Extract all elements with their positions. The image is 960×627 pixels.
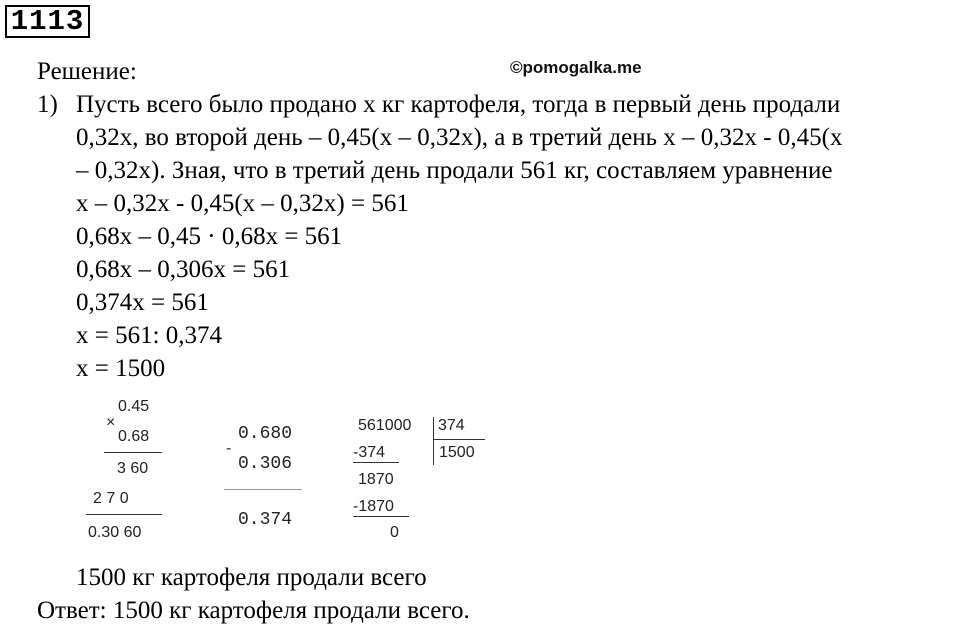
division-step-2: -1870 (353, 498, 394, 515)
subtraction-line (224, 489, 302, 490)
partial-product-1: 3 60 (117, 460, 149, 477)
conclusion: 1500 кг картофеля продали всего (76, 564, 427, 591)
division-bar-vertical (433, 417, 434, 465)
equation-6: х = 1500 (76, 355, 166, 382)
paragraph-line-3: – 0,32х). Зная, что в третий день продали 561 кг, составляем уравнение (76, 157, 833, 184)
division-bar-horizontal (433, 439, 485, 440)
equation-2: 0,68х – 0,45 · 0,68х = 561 (76, 223, 343, 250)
minuend: 0.680 (238, 424, 293, 444)
division-remainder-2: 0 (390, 524, 399, 541)
multiply-sign: × (106, 414, 116, 431)
quotient: 1500 (439, 444, 475, 461)
equation-1: х – 0,32х - 0,45(х – 0,32х) = 561 (76, 190, 409, 217)
dividend: 561000 (358, 417, 412, 434)
task-number: 1113 (5, 5, 90, 38)
partial-product-2: 2 7 0 (93, 490, 129, 507)
division-step-1: -374 (353, 444, 386, 461)
division-remainder-1: 1870 (358, 471, 394, 488)
division-step-1-line (353, 462, 399, 463)
paragraph-line-2: 0,32х, во второй день – 0,45(х – 0,32х), а в третий день х – 0,32х - 0,45(х (76, 124, 843, 151)
subtraction-result: 0.374 (238, 510, 293, 530)
multiply-line-1 (104, 452, 162, 453)
factor-1: 0.45 (118, 398, 150, 415)
equation-4: 0,374х = 561 (76, 289, 209, 316)
item-marker: 1) (37, 91, 58, 118)
subtrahend: 0.306 (238, 454, 293, 474)
watermark: ©pomogalka.me (510, 58, 642, 77)
multiply-result: 0.30 60 (88, 524, 142, 541)
solution-heading: Решение: (37, 58, 137, 85)
divisor: 374 (438, 417, 465, 434)
equation-3: 0,68х – 0,306х = 561 (76, 256, 291, 283)
division-step-2-line (353, 516, 409, 517)
factor-2: 0.68 (118, 428, 150, 445)
equation-5: х = 561: 0,374 (76, 322, 223, 349)
answer: Ответ: 1500 кг картофеля продали всего. (37, 597, 470, 624)
minus-sign: - (226, 440, 232, 457)
multiply-line-2 (86, 514, 162, 515)
paragraph-line-1: Пусть всего было продано х кг картофеля, тогда в первый день продали (76, 91, 841, 118)
